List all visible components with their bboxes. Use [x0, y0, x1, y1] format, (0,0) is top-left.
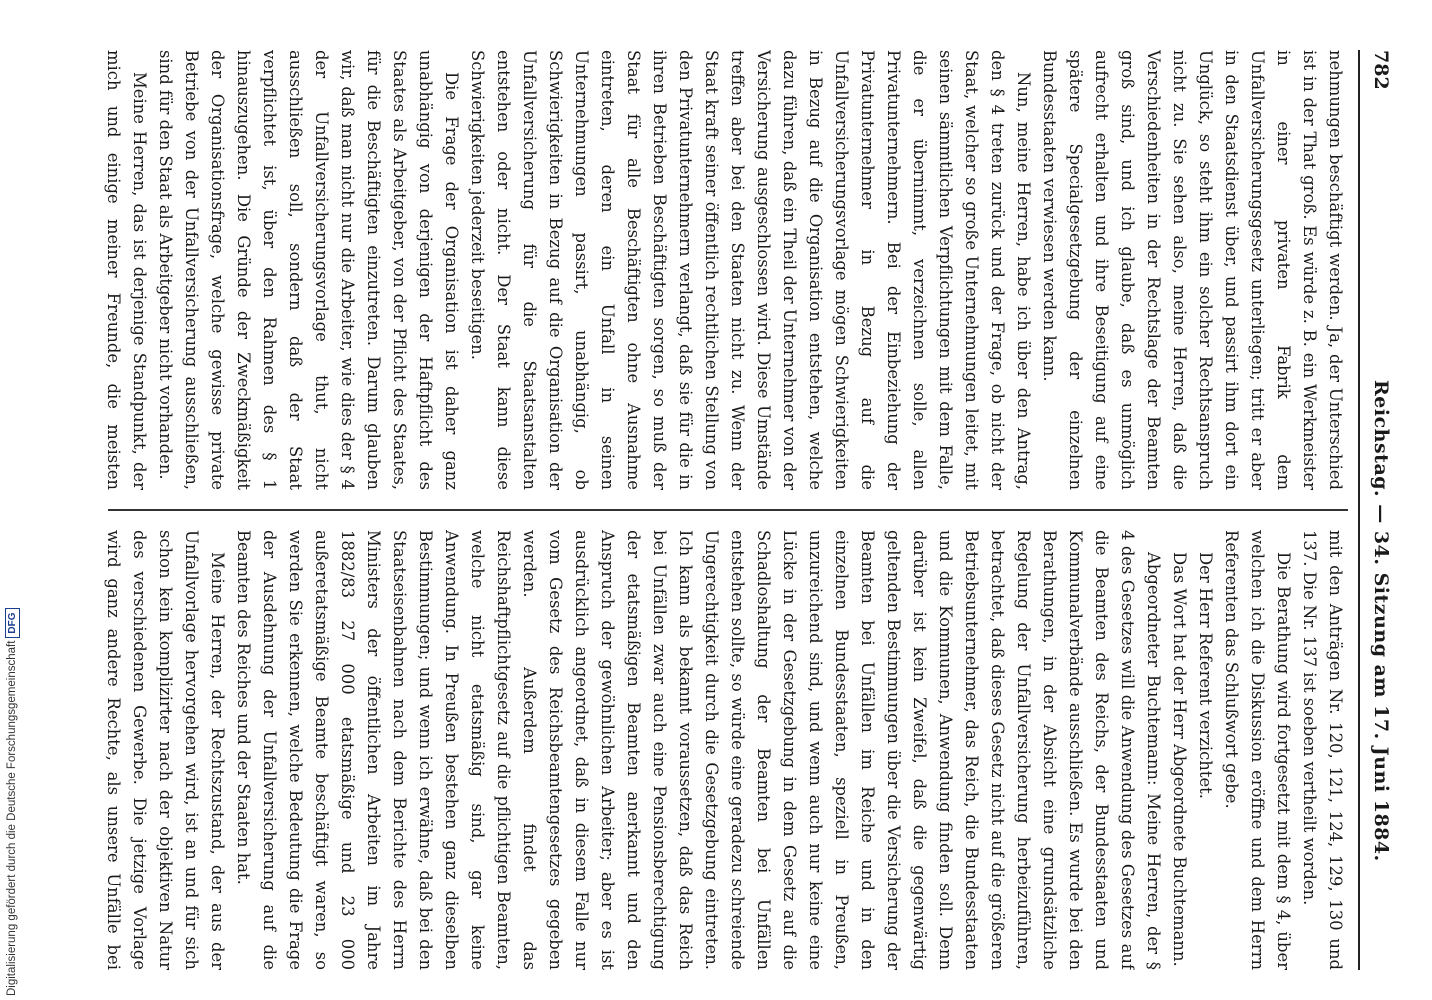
paragraph: Meine Herren, der Rechtszustand, der aus der Unfallvorlage hervorgehen wird, ist an und für sich schon kein komplizirter nach der objektiven Natur des verschiedenen Gewerbe. Die jetzige Vorlage wird ganz andere Rechte, als unsere Unfälle bei [104, 530, 227, 970]
paragraph: Nun, meine Herren, habe ich über den Antrag, den § 4 treten zurück und der Frage, ob nicht der Staat, welcher so große Unternehmungen leitet, mit seinen sämmtlichen Verpflichtungen mit dem Falle, die er übernimmt, verzeichnen solle, allen Privatunternehmern. Bei der Einbeziehung der Privatunternehmer in Bezug auf die Unfallversicherungsvorlage mögen Schwierigkeiten in Bezug auf die Organisation entstehen, welche dazu führen, daß ein Theil der Unternehmer von der Versicherung ausgeschlossen wird. Diese Umstände treffen aber bei den Staaten nicht zu. Wenn der Staat kraft seiner öffentlich rechtlichen Stellung von den Privatunternehmern verlangt, daß sie für die in ihren Betrieben Beschäftigten sorgen, so muß der Staat für alle Beschäftigten ohne Ausnahme eintreten, deren ein Unfall in seinen Unternehmungen passirt, unabhängig, ob Schwierigkeiten in Bezug auf die Organisation der Unfallversicherung für die Staatsanstalten entstehen oder nicht. Der Staat kann diese Schwierigkeiten jederzeit beseitigen. [468, 50, 1033, 490]
paragraph: nehmungen beschäftigt werden. Ja, der Unterschied ist in der That groß. Es würde z. B. ein Werkmeister in einer privaten Fabrik dem Unfallversicherungsgesetz unterliegen; tritt er aber in den Staatsdienst über, und passirt ihm dort ein Unglück, so steht ihm ein solcher Rechtsanspruch nicht zu. Sie sehen also, meine Herren, daß die Verschiedenheiten in der Rechtslage der Beamten groß sind, und ich glaube, daß es unmöglich aufrecht erhalten und ihre Beseitigung auf eine spätere Specialgesetzgebung der einzelnen Bundesstaaten verwiesen werden kann. [1040, 50, 1345, 490]
dfg-logo: DFG [5, 608, 20, 637]
paragraph: Das Wort hat der Herr Abgeordnete Buchtemann. [1170, 552, 1189, 967]
paragraph: Die Frage der Organisation ist daher ganz unabhängig von derjenigen der Haftpflicht des Staates als Arbeitgeber, von der Pflicht des Staates, für die Beschäftigten einzutreten. Darum glauben wir, daß man nicht nur die Arbeiter, wie dies der § 4 der Unfallversicherungsvorlage thut, nicht ausschließen soll, sondern daß der Staat verpflichtet ist, über den Rahmen des § 1 hinauszugehen. Die Gründe der Zweckmäßigkeit der Organisationsfrage, welche gewisse private Betriebe von der Unfallversicherung ausschließen, sind für den Staat als Arbeitgeber nicht vorhanden. [156, 50, 461, 490]
page-number: 782 [1370, 50, 1392, 90]
paragraph: Abgeordneter Buchtemann: Meine Herren, der § 4 des Gesetzes will die Anwendung des Gesetzes auf die Beamten des Reichs, der Bundesstaaten und Kommunalverbände ausschließen. Es wurde bei den Berathungen, in der Absicht eine grundsätzliche Regelung der Unfallversicherung herbeizuführen, betrachtet, daß dieses Gesetz nicht auf die größeren Betriebsunternehmer, das Reich, die Bundesstaaten und die Kommunen, Anwendung finden soll. Denn darüber ist kein Zweifel, daß die gegenwärtig geltenden Bestimmungen über die Versicherung der Beamten bei Unfällen im Reiche und in den einzelnen Bundesstaaten, speziell in Preußen, unzureichend sind, und wenn auch nur keine eine Lücke in der Gesetzgebung in dem Gesetz auf die Schadloshaltung der Beamten bei Unfällen entstehen sollte, so würde eine geradezu schreiende Ungerechtigkeit durch die Gesetzgebung eintreten. Ich kann als bekannt voraussetzen, daß das Reich bei Unfällen zwar auch eine Pensionsberechtigung der etatsmäßigen Beamten anerkannt und den Anspruch der gewöhnlichen Arbeiter; aber es ist ausdrücklich angeordnet, daß in diesem Falle nur vom Gesetz des Reichsbeamtengesetzes gegeben werden. Außerdem findet das Reichshaftpflichtgesetz auf die pflichtigen Beamten, welche nicht etatsmäßig sind, gar keine Anwendung. In Preußen bestehen ganz dieselben Bestimmungen; und wenn ich erwähne, daß bei den Staatseisenbahnen nach dem Berichte des Herrn Ministers der öffentlichen Arbeiten im Jahre 1882/83 27 000 etatsmäßige und 23 000 außeretatsmäßige Beamte beschäftigt waren, so werden Sie erkennen, welche Bedeutung die Frage der Ausdehnung der Unfallversicherung auf die Beamten des Reiches und der Staaten hat. [234, 530, 1163, 970]
left-column [98, 50, 1348, 490]
page-title: Reichstag. — 34. Sitzung am 17. Juni 1884. [1370, 380, 1392, 862]
running-head [1362, 50, 1392, 970]
paragraph: Der Herr Referent verzichtet. [1196, 552, 1215, 799]
header-rule [1358, 50, 1360, 970]
paragraph: mit den Anträgen Nr. 120, 121, 124, 129, 130 und 137. Die Nr. 137 ist soeben vertheilt worden. [1300, 530, 1345, 970]
paragraph: Meine Herren, das ist derjenige Standpunkt, der mich und einige meiner Freunde, die meisten [104, 50, 149, 490]
column-divider [108, 509, 1348, 511]
digitization-footer [4, 608, 20, 996]
right-column [98, 530, 1348, 970]
paragraph: Die Berathung wird fortgesetzt mit dem § 4, über welchen ich die Diskussion eröffne und dem Herrn Referenten das Schlußwort gebe. [1222, 530, 1293, 970]
rotated-page [80, 30, 1400, 990]
footer-text: Digitalisierung gefördert durch die Deutsche Forschungsgemeinschaft [6, 640, 18, 996]
